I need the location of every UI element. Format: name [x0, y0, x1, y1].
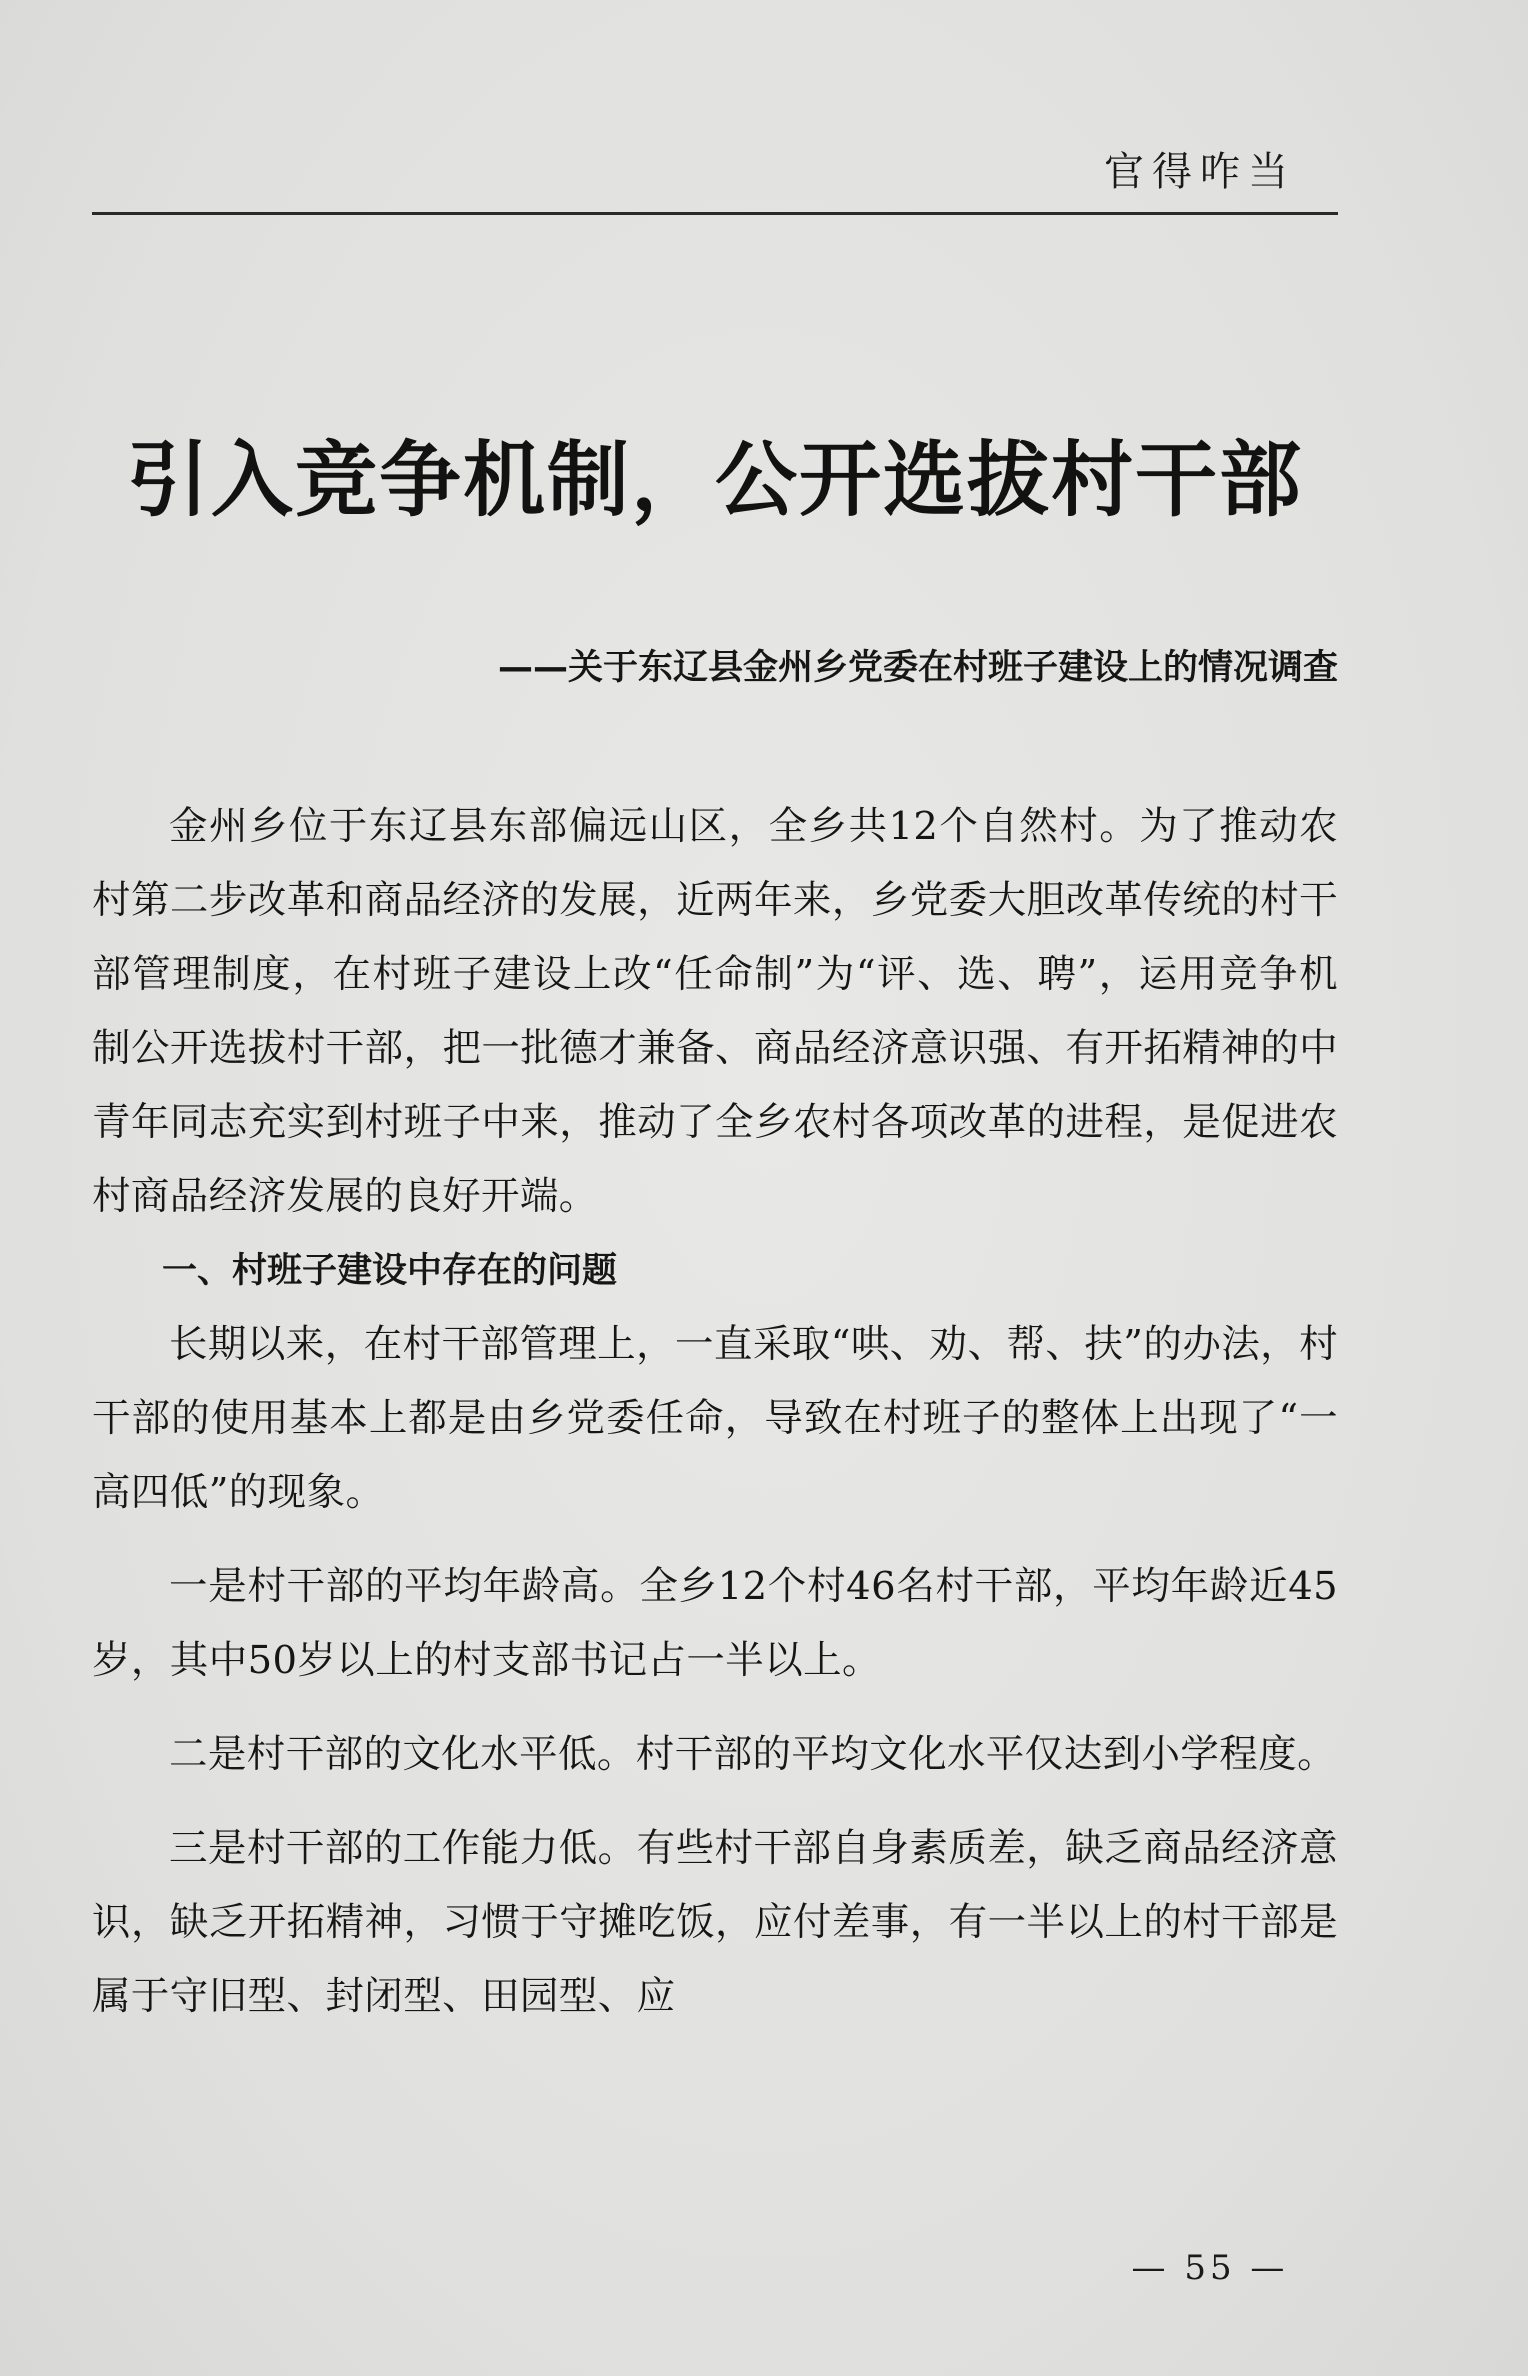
article-subtitle: ——关于东辽县金州乡党委在村班子建设上的情况调查: [497, 648, 1338, 688]
header-rule: [92, 212, 1338, 215]
paragraph-point-three: 三是村干部的工作能力低。有些村干部自身素质差，缺乏商品经济意识，缺乏开拓精神，习惯于守摊吃饭，应付差事，有一半以上的村干部是属于守旧型、封闭型、田园型、应: [92, 1826, 1338, 2019]
paragraph-point-two: 二是村干部的文化水平低。村干部的平均文化水平仅达到小学程度。: [169, 1732, 1337, 1777]
paragraph-point-one: 一是村干部的平均年龄高。全乡12个村46名村干部，平均年龄近45岁，其中50岁以上的村支部书记占一半以上。: [92, 1564, 1338, 1683]
paragraph-background: 长期以来，在村干部管理上，一直采取“哄、劝、帮、扶”的办法，村干部的使用基本上都是由乡党委任命，导致在村班子的整体上出现了“一高四低”的现象。: [92, 1322, 1338, 1515]
paragraph-intro: 金州乡位于东辽县东部偏远山区，全乡共12个自然村。为了推动农村第二步改革和商品经济的发展，近两年来，乡党委大胆改革传统的村干部管理制度，在村班子建设上改“任命制”为“评、选、聘”，运用竞争机制公开选拔村干部，把一批德才兼备、商品经济意识强、有开拓精神的中青年同志充实到村班子中来，推动了全乡农村各项改革的进程，是促进农村商品经济发展的良好开端。: [92, 804, 1338, 1219]
article-body: [92, 790, 1338, 2034]
running-header: 官得咋当: [1104, 149, 1296, 195]
section-heading: 一、村班子建设中存在的问题: [162, 1251, 618, 1291]
page-number: — 55 —: [1131, 2248, 1289, 2288]
article-title: 引入竞争机制，公开选拔村干部: [126, 433, 1303, 528]
